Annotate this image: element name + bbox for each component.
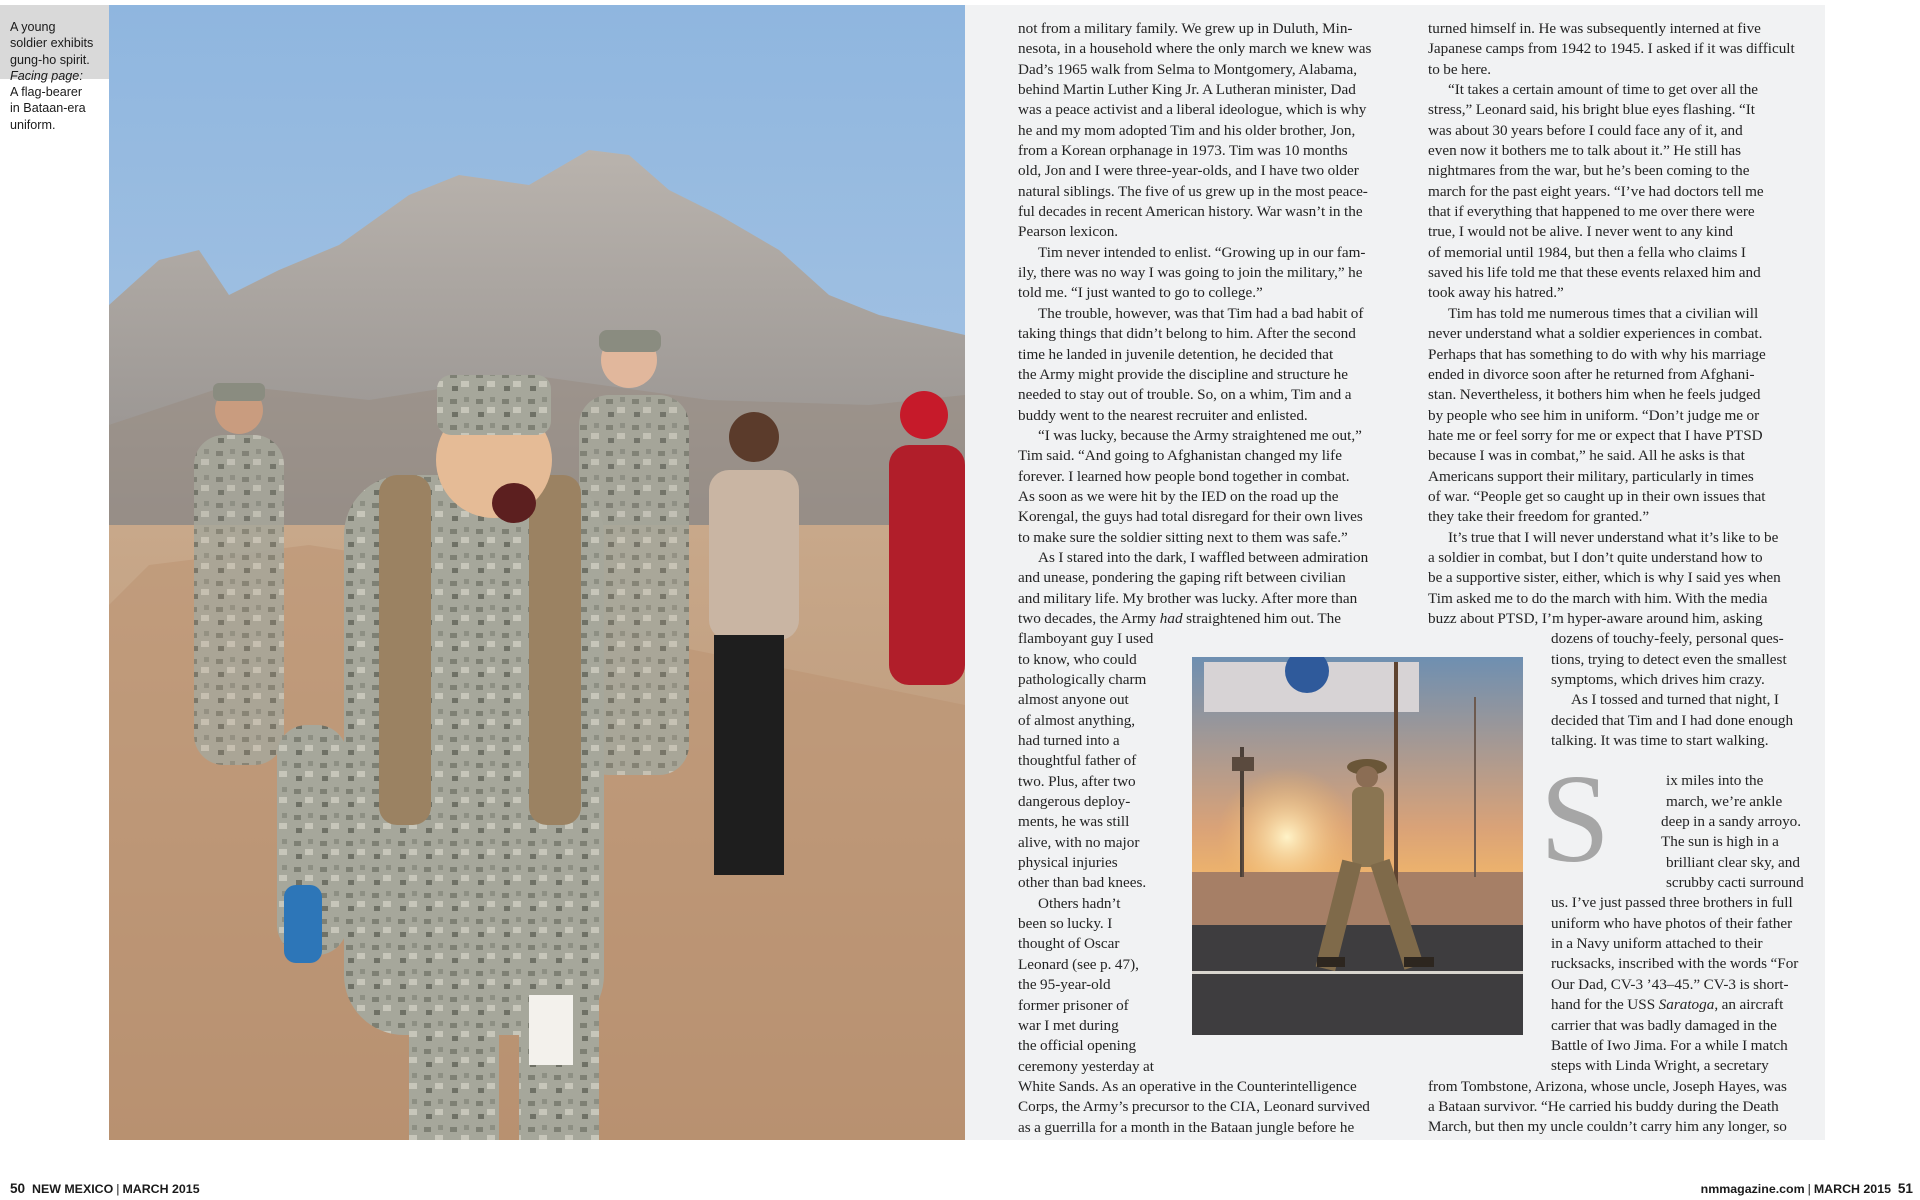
text-line: natural siblings. The five of us grew up in the most peace- <box>1018 182 1368 200</box>
text-run: hand for the USS <box>1551 996 1656 1014</box>
text-line: thought of Oscar <box>1018 935 1120 953</box>
caption-line: uniform. <box>10 117 56 132</box>
text-line: deep in a sandy arroyo. <box>1661 813 1802 831</box>
folio-left <box>10 1181 200 1196</box>
text-run: straightened him out. The <box>1186 609 1341 627</box>
text-line: flamboyant guy I used <box>1018 630 1154 648</box>
text-line: steps with Linda Wright, a secretary <box>1551 1057 1769 1075</box>
emphasis-run: Saratoga <box>1658 996 1715 1014</box>
text-line: pathologically charm <box>1018 671 1147 688</box>
text-line: tions, trying to detect even the smallest <box>1551 650 1787 668</box>
text-line: of war. “People get so caught up in their own issues that <box>1428 487 1766 505</box>
text-line: Tim never intended to enlist. “Growing up in our fam- <box>1038 243 1366 261</box>
text-line: to be here. <box>1428 60 1492 78</box>
text-line: As I stared into the dark, I waffled between admiration <box>1038 548 1369 566</box>
caption-line: A flag-bearer <box>10 85 83 100</box>
text-line: never understand what a soldier experiences in combat. <box>1428 325 1763 343</box>
text-line: from a Korean orphanage in 1973. Tim was 10 months <box>1018 142 1348 160</box>
text-line: ix miles into the <box>1666 772 1764 790</box>
text-line: Tim said. “And going to Afghanistan changed my life <box>1018 447 1342 465</box>
folio-separator: | <box>116 1182 120 1196</box>
text-line: White Sands. As an operative in the Counterintelligence <box>1018 1077 1357 1095</box>
text-line: forever. I learned how people bond together in combat. <box>1018 467 1350 485</box>
text-line: a Bataan survivor. “He carried his buddy during the Death <box>1428 1097 1779 1115</box>
text-line: the official opening <box>1018 1037 1137 1055</box>
text-line: turned himself in. He was subsequently interned at five <box>1428 20 1761 37</box>
text-line: and military life. My brother was lucky. After more than <box>1018 589 1358 607</box>
drop-cap: S <box>1540 750 1611 889</box>
photo-caption <box>10 19 108 133</box>
caption-line: soldier exhibits <box>10 36 94 51</box>
caption-line: gung-ho spirit. <box>10 52 90 67</box>
text-line: Leonard (see p. 47), <box>1018 955 1139 973</box>
text-line: rucksacks, inscribed with the words “For <box>1551 955 1799 973</box>
text-line: thoughtful father of <box>1018 752 1137 770</box>
website: nmmagazine.com <box>1700 1182 1805 1196</box>
text-line: Korengal, the guys had total disregard for their own lives <box>1018 508 1363 526</box>
caption-line: in Bataan-era <box>10 101 86 116</box>
text-line: hate me or feel sorry for me or expect that I have PTSD <box>1428 426 1763 444</box>
text-line: The trouble, however, was that Tim had a bad habit of <box>1038 304 1364 322</box>
page-number: 51 <box>1897 1181 1913 1196</box>
text-line: the Army might provide the discipline and structure he <box>1018 365 1348 383</box>
text-run: two decades, the Army <box>1018 609 1157 627</box>
text-line: took away his hatred.” <box>1428 284 1564 302</box>
text-line: other than bad knees. <box>1018 874 1147 892</box>
text-line: stan. Nevertheless, it bothers him when he feels judged <box>1428 386 1761 404</box>
text-line: us. I’ve just passed three brothers in full <box>1551 894 1793 912</box>
text-line: of memorial until 1984, but then a fella who claims I <box>1428 243 1746 261</box>
folio-right <box>1701 1181 1913 1196</box>
issue-date: MARCH 2015 <box>1813 1182 1891 1196</box>
text-line: It’s true that I will never understand what it’s like to be <box>1448 528 1779 546</box>
text-line: taking things that didn’t belong to him. After the second <box>1018 325 1356 343</box>
page-number: 50 <box>10 1181 26 1196</box>
text-line: Corps, the Army’s precursor to the CIA, Leonard survived <box>1018 1098 1370 1116</box>
text-line: Perhaps that has something to do with why his marriage <box>1428 345 1766 363</box>
text-line: Pearson lexicon. <box>1018 223 1119 241</box>
text-line: Tim has told me numerous times that a civilian will <box>1448 304 1759 322</box>
text-line: Our Dad, CV-3 ’43–45.” CV-3 is short- <box>1551 975 1789 993</box>
text-line: Dad’s 1965 walk from Selma to Montgomery, Alabama, <box>1018 60 1357 78</box>
text-line: saved his life told me that these events relaxed him and <box>1428 264 1761 282</box>
text-line: and unease, pondering the gaping rift between civilian <box>1018 569 1346 587</box>
text-line: time he landed in juvenile detention, he decided that <box>1018 345 1334 363</box>
text-line: was a peace activist and a liberal ideologue, which is why <box>1018 101 1367 119</box>
text-line: talking. It was time to start walking. <box>1551 732 1769 750</box>
text-line: war I met during <box>1018 1016 1119 1034</box>
text-line: physical injuries <box>1018 854 1118 872</box>
text-line: almost anyone out <box>1018 691 1129 709</box>
text-line: not from a military family. We grew up in Duluth, Min- <box>1018 20 1353 37</box>
caption-line: A young <box>10 20 56 34</box>
text-line: Tim asked me to do the march with him. With the media <box>1428 589 1768 607</box>
text-run: , an aircraft <box>1714 996 1784 1014</box>
text-line <box>1018 609 1413 629</box>
text-line: dozens of touchy-feely, personal ques- <box>1551 630 1784 648</box>
text-line: even now it bothers me to talk about it.” He still has <box>1428 142 1742 160</box>
text-line: “I was lucky, because the Army straightened me out,” <box>1038 426 1362 444</box>
text-line: true, I would not be alive. I never went to any kind <box>1428 223 1734 241</box>
text-line: uniform who have photos of their father <box>1551 914 1793 932</box>
text-line: buddy went to the nearest recruiter and enlisted. <box>1018 406 1308 424</box>
text-line: a soldier in combat, but I don’t quite understand how to <box>1428 548 1763 566</box>
text-line: to know, who could <box>1018 650 1137 668</box>
text-line: ended in divorce soon after he returned from Afghani- <box>1428 365 1755 383</box>
text-line: Battle of Iwo Jima. For a while I match <box>1551 1036 1788 1054</box>
text-line: dangerous deploy- <box>1018 793 1131 811</box>
hero-photo <box>109 5 965 1140</box>
text-line: march, we’re ankle <box>1666 792 1783 810</box>
text-line: ful decades in recent American history. War wasn’t in the <box>1018 203 1363 221</box>
text-line: in a Navy uniform attached to their <box>1551 935 1763 953</box>
text-line: from Tombstone, Arizona, whose uncle, Joseph Hayes, was <box>1428 1077 1787 1095</box>
text-line: be a supportive sister, either, which is why I said yes when <box>1428 569 1781 587</box>
text-line: As soon as we were hit by the IED on the road up the <box>1018 487 1339 505</box>
text-line: told me. “I just wanted to go to college.” <box>1018 284 1263 302</box>
text-line: they take their freedom for granted.” <box>1428 508 1650 526</box>
text-line: ily, there was no way I was going to join the military,” he <box>1018 264 1363 282</box>
text-line: that if everything that happened to me over there were <box>1428 203 1755 221</box>
text-line: symptoms, which drives him crazy. <box>1551 671 1765 688</box>
issue-date: MARCH 2015 <box>122 1182 200 1196</box>
text-line: ments, he was still <box>1018 813 1130 831</box>
text-line: As I tossed and turned that night, I <box>1571 691 1779 709</box>
text-line: as a guerrilla for a month in the Bataan jungle before he <box>1018 1118 1355 1136</box>
text-line: two. Plus, after two <box>1018 772 1136 790</box>
text-line: march for the past eight years. “I’ve had doctors tell me <box>1428 182 1764 200</box>
text-line: to make sure the soldier sitting next to them was safe.” <box>1018 528 1348 546</box>
text-line: ceremony yesterday at <box>1018 1057 1155 1075</box>
text-line: Americans support their military, particularly in times <box>1428 467 1754 485</box>
text-line: scrubby cacti surround <box>1666 874 1804 892</box>
hero-photo-illustration <box>109 5 965 1140</box>
text-line: alive, with no major <box>1018 833 1140 851</box>
text-line: nightmares from the war, but he’s been coming to the <box>1428 162 1750 180</box>
publication-name: NEW MEXICO <box>32 1182 114 1196</box>
text-line: “It takes a certain amount of time to get over all the <box>1448 81 1759 99</box>
text-line: brilliant clear sky, and <box>1666 853 1800 871</box>
text-line: by people who see him in uniform. “Don’t judge me or <box>1428 406 1760 424</box>
text-line: needed to stay out of trouble. So, on a whim, Tim and a <box>1018 386 1352 404</box>
text-line: he and my mom adopted Tim and his older brother, Jon, <box>1018 121 1356 139</box>
text-line: behind Martin Luther King Jr. A Lutheran minister, Dad <box>1018 81 1356 99</box>
text-line: decided that Tim and I had done enough <box>1551 711 1794 729</box>
text-line: because I was in combat,” he said. All he asks is that <box>1428 447 1745 465</box>
text-line: former prisoner of <box>1018 996 1129 1014</box>
text-line: been so lucky. I <box>1018 915 1113 933</box>
text-line: had turned into a <box>1018 732 1120 750</box>
caption-facing-label: Facing page: <box>10 68 83 83</box>
text-line: of almost anything, <box>1018 711 1136 729</box>
text-line: Others hadn’t <box>1038 894 1121 912</box>
text-line: The sun is high in a <box>1661 833 1779 851</box>
text-line: buzz about PTSD, I’m hyper-aware around him, asking <box>1428 609 1763 627</box>
emphasis-run: had <box>1159 609 1183 627</box>
text-line: was about 30 years before I could face any of it, and <box>1428 121 1743 139</box>
text-line: carrier that was badly damaged in the <box>1551 1016 1777 1034</box>
text-line: March, but then my uncle couldn’t carry him any longer, so <box>1428 1118 1787 1136</box>
text-line: the 95-year-old <box>1018 976 1111 994</box>
text-line: nesota, in a household where the only march we knew was <box>1018 40 1372 58</box>
folio-separator: | <box>1807 1182 1811 1196</box>
text-line: old, Jon and I were three-year-olds, and I have two older <box>1018 162 1359 180</box>
inset-photo-illustration <box>1192 657 1523 1035</box>
inset-photo <box>1192 657 1523 1035</box>
text-line: stress,” Leonard said, his bright blue eyes flashing. “It <box>1428 101 1756 119</box>
text-line: Japanese camps from 1942 to 1945. I asked if it was difficult <box>1428 40 1795 58</box>
